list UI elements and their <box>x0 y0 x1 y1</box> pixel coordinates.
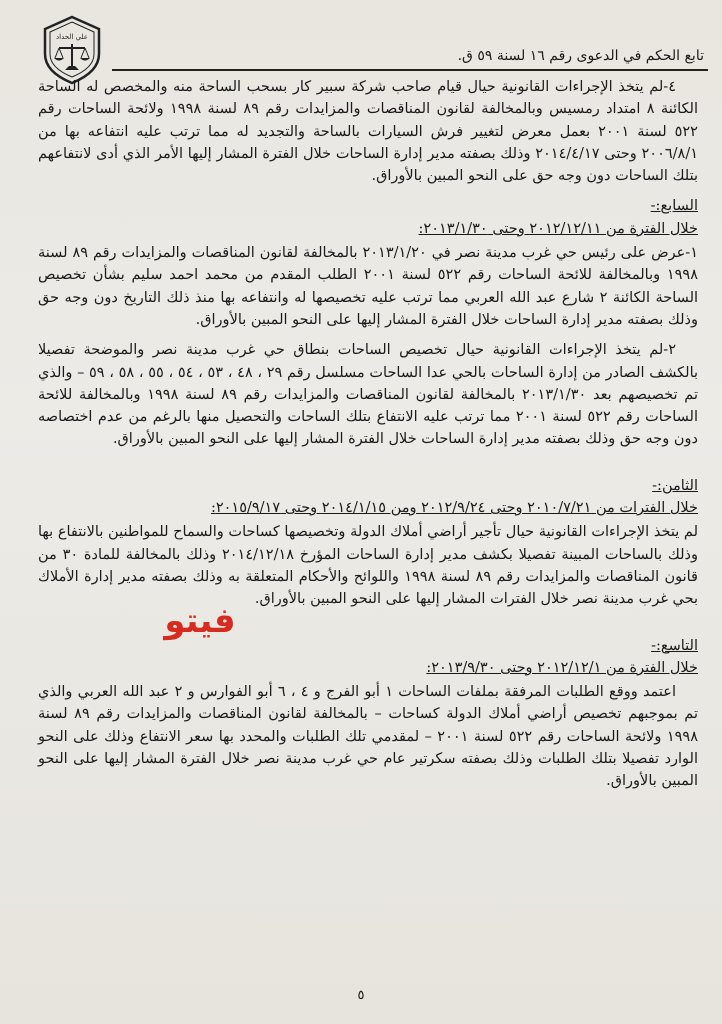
spacer <box>38 459 698 469</box>
page-number: ٥ <box>357 988 365 1003</box>
seventh-paragraph-1: ١-عرض على رئيس حي غرب مدينة نصر في ٢٠١٣/١/٢٠ بالمخالفة لقانون المناقصات والمزايدات رقم ٨٩ لسنة ١٩٩٨ وبالمخالفة للائحة الساحات رقم ٥٢٢ لسنة ٢٠٠١ الطلب المقدم من محمد احمد سليم بشأن تخصيص الساحة الكائنة ٢ شارع عبد الله العربي مما ترتب عليه تخصيصها له وانتفاعه بها منذ ذلك التاريخ دون وجه حق وذلك بصفته مدير إدارة الساحات خلال الفترة المشار إليها على النحو المبين بالأوراق. <box>38 245 699 328</box>
section-heading-ninth: التاسع:- <box>651 637 698 654</box>
section-period-eighth: خلال الفترات من ٢٠١٠/٧/٢١ وحتى ٢٠١٢/٩/٢٤ ومن ٢٠١٤/١/١٥ وحتى ٢٠١٥/٩/١٧: <box>210 500 698 517</box>
eighth-paragraph-1: لم يتخذ الإجراءات القانونية حيال تأجير أراضي أملاك الدولة وتخصيصها كساحات والسماح للمواطنين بالانتفاع بها وذلك بالساحات المبينة تفصيلا بكشف مدير إدارة الساحات المؤرخ ٢٠١٤/١٢/١٨ وذلك بالمخالفة للمادة ٣٠ من قانون المناقصات والمزايدات رقم ٨٩ لسنة ١٩٩٨ واللوائح والأحكام المتعلقة به وذلك بصفته مدير إدارة الأملاك بحي غرب مدينة نصر خلال الفترات المشار إليها على النحو المبين بالأوراق. <box>38 524 698 608</box>
paragraph-item-4: ٤-لم يتخذ الإجراءات القانونية حيال قيام صاحب شركة سبير كار بسحب الساحة منه والمخصص له الساحة الكائنة ٨ امتداد رمسيس وبالمخالفة لقانون المناقصات والمزايدات رقم ٨٩ لسنة ١٩٩٨ ولائحة الساحات رقم ٥٢٢ لسنة ٢٠٠١ بعمل معرض لتغيير فرش السيارات بالساحة والتجديد له مما ترتب عليه انتفاعه بها من ٢٠٠٦/٨/١ وحتى ٢٠١٤/٤/١٧ وذلك بصفته مدير إدارة الساحات خلال الفترة المشار إليها الأمر الذي أدى لانتفاعهم بتلك الساحات دون وجه حق على النحو المبين بالأوراق. <box>38 79 698 185</box>
case-reference-header: تابع الحكم في الدعوى رقم ١٦ لسنة ٥٩ ق. <box>457 48 704 64</box>
section-heading-eighth: الثامن:- <box>652 477 698 494</box>
spacer <box>38 619 698 629</box>
vetogate-watermark-logo-icon <box>150 596 250 642</box>
ninth-paragraph-1: اعتمد ووقع الطلبات المرفقة بملفات الساحات ١ أبو الفرج و ٤ ، ٦ أبو الفوارس و ٢ عبد الله العربي والذي تم بموجبهم تخصيص أراضي أملاك الدولة كساحات – بالمخالفة لقانون المناقصات والمزايدات رقم ٨٩ لسنة ١٩٩٨ ولائحة الساحات رقم ٥٢٢ لسنة ٢٠٠١ – لمقدمي تلك الطلبات والمحدد بها سعر الانتفاع وذلك على النحو الوارد تفصيلا بتلك الطلبات وذلك بصفته سكرتير عام حي غرب مدينة نصر خلال الفترة المشار إليها على النحو المبين بالأوراق. <box>38 684 698 790</box>
svg-text:علي الحداد: علي الحداد <box>56 33 88 41</box>
seventh-paragraph-2: ٢-لم يتخذ الإجراءات القانونية حيال تخصيص الساحات بنطاق حي غرب مدينة نصر والموضحة تفصيلا بالكشف الصادر من إدارة الساحات بالحي عدا الساحات مسلسل رقم ٢٩ ، ٤٨ ، ٥٣ ، ٥٤ ، ٥٥ ، ٥٨ ، ٥٩ – والذي تم تخصيصهم بعد ٢٠١٣/١/٣٠ بالمخالفة لقانون المناقصات والمزايدات رقم ٨٩ لسنة ١٩٩٨ وبالمخالفة للائحة الساحات رقم ٥٢٢ لسنة ٢٠٠١ مما ترتب عليه الانتفاع بتلك الساحات والتحصيل منها بالرغم من عدم اختصاصه دون وجه حق وذلك بصفته مدير إدارة الساحات خلال الفترة المشار إليها على النحو المبين بالأوراق. <box>38 342 699 448</box>
header-divider <box>112 69 708 71</box>
section-heading-seventh: السابع:- <box>650 198 698 215</box>
document-body <box>38 76 698 801</box>
svg-text:فيتو: فيتو <box>164 601 236 641</box>
section-period-ninth: خلال الفترة من ٢٠١٢/١٢/١ وحتى ٢٠١٣/٩/٣٠: <box>426 659 698 676</box>
section-period-seventh: خلال الفترة من ٢٠١٢/١٢/١١ وحتى ٢٠١٣/١/٣٠: <box>418 220 698 237</box>
